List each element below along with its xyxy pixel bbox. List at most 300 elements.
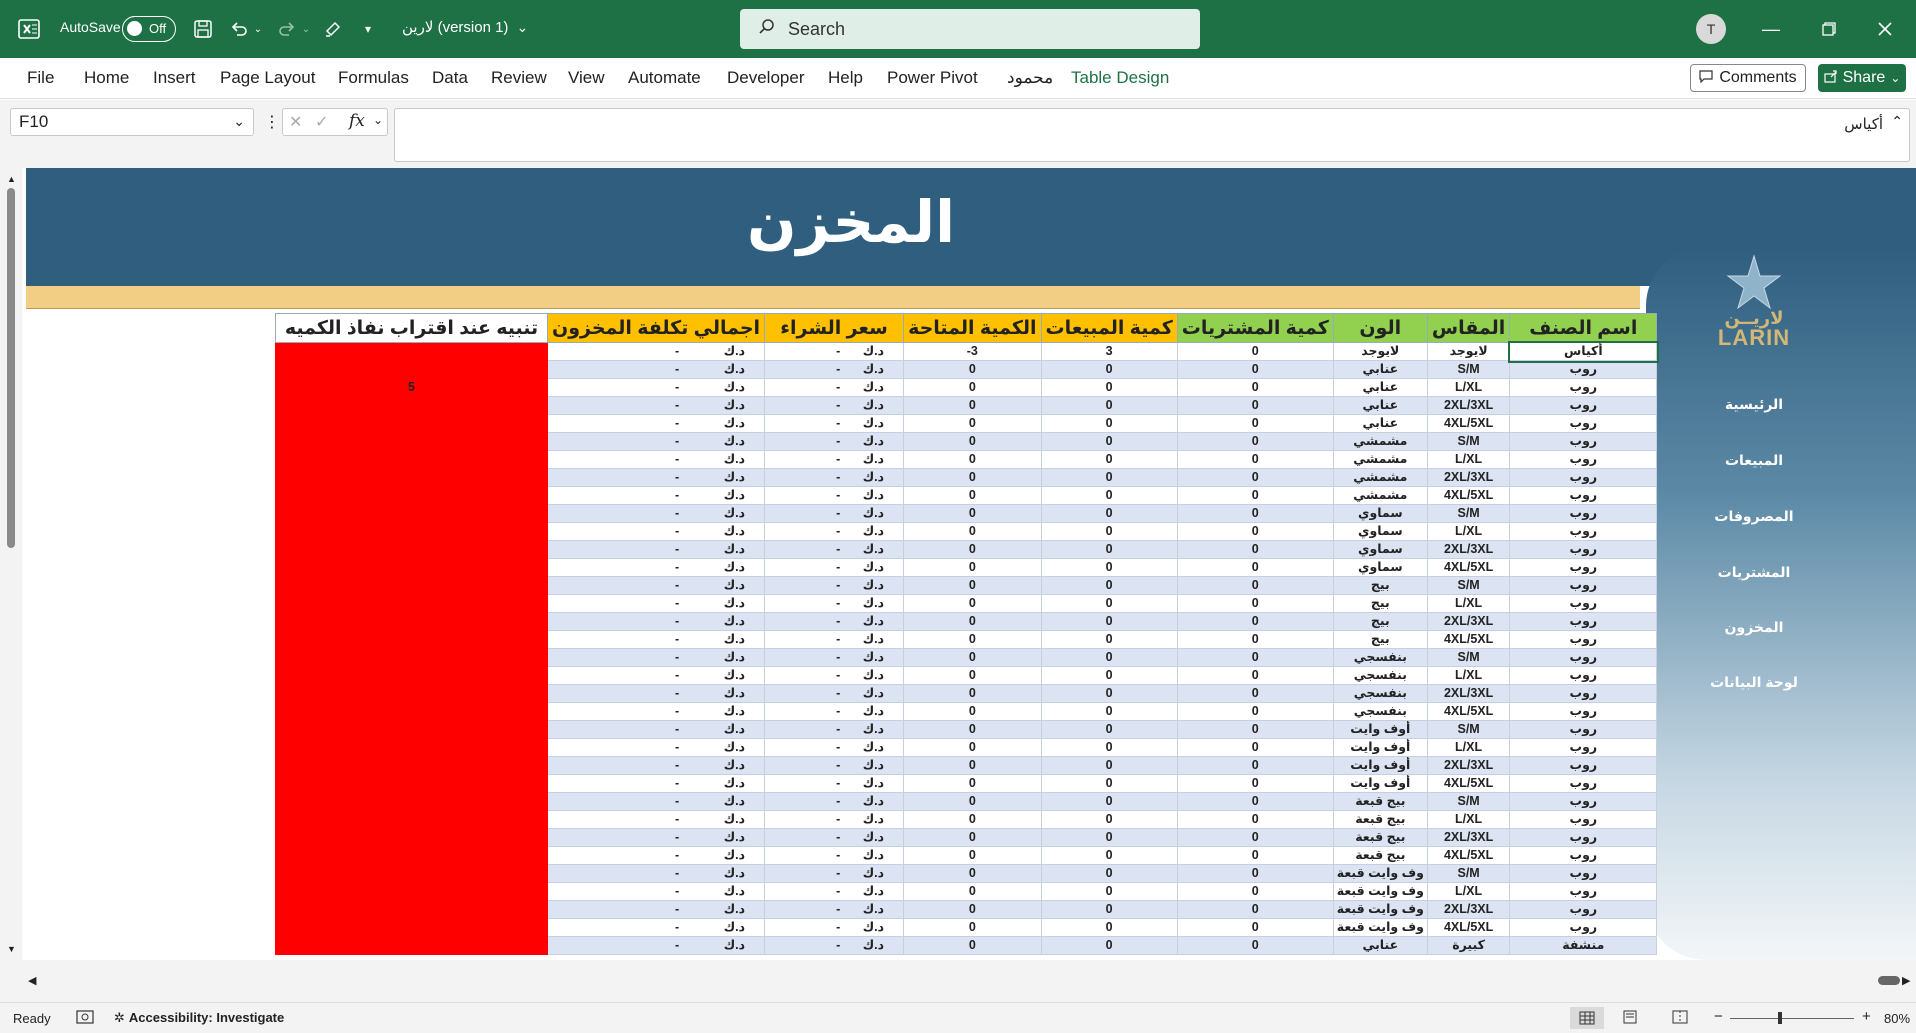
item-name-cell[interactable]: روب: [1510, 919, 1657, 937]
total-cost-cell[interactable]: [548, 361, 765, 379]
size-cell[interactable]: 4XL/5XL: [1427, 631, 1509, 649]
sales-qty-cell[interactable]: 0: [1041, 379, 1177, 397]
nav-dashboard[interactable]: لوحة البيانات: [1710, 674, 1798, 690]
total-cost-cell[interactable]: [548, 487, 765, 505]
available-qty-cell[interactable]: 0: [904, 793, 1041, 811]
redo-icon[interactable]: [274, 16, 300, 42]
header-total-cost[interactable]: اجمالي تكلفة المخزون: [548, 314, 765, 343]
total-cost-cell[interactable]: [548, 937, 765, 955]
color-cell[interactable]: بيج: [1333, 613, 1427, 631]
purchase-price-cell[interactable]: [765, 919, 904, 937]
normal-view-icon[interactable]: [1570, 1007, 1604, 1029]
purchase-price-cell[interactable]: [765, 595, 904, 613]
alert-cell[interactable]: [276, 415, 548, 433]
zoom-in-icon[interactable]: +: [1862, 1008, 1871, 1025]
purchase-qty-cell[interactable]: 0: [1177, 451, 1333, 469]
available-qty-cell[interactable]: 0: [904, 703, 1041, 721]
tab-table-design[interactable]: Table Design: [1071, 68, 1170, 87]
purchase-qty-cell[interactable]: 0: [1177, 487, 1333, 505]
alert-cell[interactable]: [276, 469, 548, 487]
total-cost-cell[interactable]: [548, 451, 765, 469]
comments-button[interactable]: [1690, 64, 1806, 92]
nav-expenses[interactable]: المصروفات: [1714, 508, 1794, 524]
purchase-qty-cell[interactable]: 0: [1177, 577, 1333, 595]
alert-cell[interactable]: [276, 451, 548, 469]
purchase-price-cell[interactable]: [765, 829, 904, 847]
sales-qty-cell[interactable]: 0: [1041, 775, 1177, 793]
sales-qty-cell[interactable]: 0: [1041, 811, 1177, 829]
total-cost-cell[interactable]: [548, 667, 765, 685]
purchase-price-cell[interactable]: [765, 361, 904, 379]
available-qty-cell[interactable]: 0: [904, 595, 1041, 613]
color-cell[interactable]: أوف وايت: [1333, 721, 1427, 739]
tab-page-layout[interactable]: Page Layout: [220, 68, 316, 87]
total-cost-cell[interactable]: [548, 811, 765, 829]
nav-inventory[interactable]: المخزون: [1724, 619, 1784, 635]
color-cell[interactable]: بيج قبعة: [1333, 847, 1427, 865]
item-name-cell[interactable]: روب: [1510, 487, 1657, 505]
size-cell[interactable]: 4XL/5XL: [1427, 487, 1509, 505]
purchase-qty-cell[interactable]: 0: [1177, 541, 1333, 559]
purchase-qty-cell[interactable]: 0: [1177, 523, 1333, 541]
size-cell[interactable]: 4XL/5XL: [1427, 775, 1509, 793]
color-cell[interactable]: مشمشي: [1333, 469, 1427, 487]
item-name-cell[interactable]: روب: [1510, 361, 1657, 379]
purchase-qty-cell[interactable]: 0: [1177, 901, 1333, 919]
available-qty-cell[interactable]: 0: [904, 757, 1041, 775]
item-name-cell[interactable]: روب: [1510, 559, 1657, 577]
size-cell[interactable]: S/M: [1427, 793, 1509, 811]
purchase-qty-cell[interactable]: 0: [1177, 883, 1333, 901]
item-name-cell[interactable]: روب: [1510, 415, 1657, 433]
total-cost-cell[interactable]: [548, 505, 765, 523]
sales-qty-cell[interactable]: 0: [1041, 883, 1177, 901]
item-name-cell[interactable]: روب: [1510, 703, 1657, 721]
size-cell[interactable]: 2XL/3XL: [1427, 397, 1509, 415]
color-cell[interactable]: بيج قبعة: [1333, 829, 1427, 847]
total-cost-cell[interactable]: [548, 847, 765, 865]
item-name-cell[interactable]: روب: [1510, 397, 1657, 415]
scroll-down-icon[interactable]: ▼: [7, 944, 16, 954]
item-name-cell[interactable]: روب: [1510, 505, 1657, 523]
total-cost-cell[interactable]: [548, 523, 765, 541]
tab-power-pivot[interactable]: Power Pivot: [887, 68, 978, 87]
sales-qty-cell[interactable]: 0: [1041, 577, 1177, 595]
purchase-qty-cell[interactable]: 0: [1177, 505, 1333, 523]
alert-cell[interactable]: [276, 919, 548, 937]
color-cell[interactable]: بيج: [1333, 577, 1427, 595]
purchase-qty-cell[interactable]: 0: [1177, 361, 1333, 379]
format-painter-icon[interactable]: [320, 16, 346, 42]
size-cell[interactable]: S/M: [1427, 361, 1509, 379]
total-cost-cell[interactable]: [548, 343, 765, 361]
size-cell[interactable]: S/M: [1427, 577, 1509, 595]
total-cost-cell[interactable]: [548, 415, 765, 433]
purchase-qty-cell[interactable]: 0: [1177, 865, 1333, 883]
color-cell[interactable]: وف وايت قبعة: [1333, 883, 1427, 901]
alert-cell[interactable]: [276, 343, 548, 361]
search-box[interactable]: [740, 9, 1200, 49]
available-qty-cell[interactable]: -3: [904, 343, 1041, 361]
purchase-price-cell[interactable]: [765, 379, 904, 397]
color-cell[interactable]: أوف وايت: [1333, 757, 1427, 775]
alert-cell[interactable]: [276, 883, 548, 901]
available-qty-cell[interactable]: 0: [904, 739, 1041, 757]
item-name-cell[interactable]: روب: [1510, 595, 1657, 613]
enter-icon[interactable]: ✓: [315, 114, 329, 131]
size-cell[interactable]: S/M: [1427, 865, 1509, 883]
formula-input[interactable]: [394, 108, 1910, 162]
sales-qty-cell[interactable]: 0: [1041, 667, 1177, 685]
color-cell[interactable]: بنفسجي: [1333, 667, 1427, 685]
accessibility-status[interactable]: [114, 1010, 284, 1026]
item-name-cell[interactable]: روب: [1510, 829, 1657, 847]
size-cell[interactable]: 4XL/5XL: [1427, 415, 1509, 433]
item-name-cell[interactable]: روب: [1510, 541, 1657, 559]
name-box[interactable]: [10, 108, 254, 136]
excel-logo-icon[interactable]: [16, 16, 42, 42]
color-cell[interactable]: سماوي: [1333, 541, 1427, 559]
zoom-slider-thumb[interactable]: [1778, 1012, 1782, 1024]
alert-cell[interactable]: [276, 757, 548, 775]
color-cell[interactable]: بنفسجي: [1333, 685, 1427, 703]
sales-qty-cell[interactable]: 3: [1041, 343, 1177, 361]
sales-qty-cell[interactable]: 0: [1041, 829, 1177, 847]
undo-dropdown-icon[interactable]: ⌄: [253, 23, 263, 35]
purchase-qty-cell[interactable]: 0: [1177, 631, 1333, 649]
alert-cell[interactable]: [276, 523, 548, 541]
total-cost-cell[interactable]: [548, 739, 765, 757]
item-name-cell[interactable]: روب: [1510, 901, 1657, 919]
alert-cell[interactable]: [276, 937, 548, 955]
purchase-qty-cell[interactable]: 0: [1177, 415, 1333, 433]
document-title[interactable]: [402, 18, 528, 36]
purchase-price-cell[interactable]: [765, 721, 904, 739]
color-cell[interactable]: مشمشي: [1333, 433, 1427, 451]
purchase-price-cell[interactable]: [765, 937, 904, 955]
total-cost-cell[interactable]: [548, 559, 765, 577]
formula-expand-icon[interactable]: ⌃: [1891, 113, 1903, 129]
purchase-price-cell[interactable]: [765, 649, 904, 667]
redo-dropdown-icon[interactable]: ⌄: [301, 23, 311, 35]
size-cell[interactable]: L/XL: [1427, 811, 1509, 829]
color-cell[interactable]: سماوي: [1333, 523, 1427, 541]
more-icon[interactable]: ⋮: [264, 114, 280, 131]
sales-qty-cell[interactable]: 0: [1041, 703, 1177, 721]
alert-cell[interactable]: [276, 505, 548, 523]
alert-cell[interactable]: [276, 829, 548, 847]
page-break-view-icon[interactable]: [1672, 1010, 1688, 1027]
scroll-thumb[interactable]: [7, 188, 15, 548]
available-qty-cell[interactable]: 0: [904, 847, 1041, 865]
header-sales-qty[interactable]: كمية المبيعات: [1041, 314, 1177, 343]
total-cost-cell[interactable]: [548, 631, 765, 649]
size-cell[interactable]: 2XL/3XL: [1427, 757, 1509, 775]
color-cell[interactable]: عنابي: [1333, 415, 1427, 433]
purchase-qty-cell[interactable]: 0: [1177, 919, 1333, 937]
tab-help[interactable]: Help: [828, 68, 863, 87]
sales-qty-cell[interactable]: 0: [1041, 721, 1177, 739]
purchase-qty-cell[interactable]: 0: [1177, 469, 1333, 487]
size-cell[interactable]: S/M: [1427, 505, 1509, 523]
available-qty-cell[interactable]: 0: [904, 631, 1041, 649]
purchase-price-cell[interactable]: [765, 757, 904, 775]
available-qty-cell[interactable]: 0: [904, 577, 1041, 595]
size-cell[interactable]: L/XL: [1427, 739, 1509, 757]
item-name-cell[interactable]: روب: [1510, 739, 1657, 757]
sales-qty-cell[interactable]: 0: [1041, 793, 1177, 811]
scroll-right-icon[interactable]: ▶: [1902, 975, 1911, 987]
macro-record-icon[interactable]: [76, 1009, 94, 1028]
purchase-price-cell[interactable]: [765, 541, 904, 559]
total-cost-cell[interactable]: [548, 433, 765, 451]
color-cell[interactable]: لايوجد: [1333, 343, 1427, 361]
color-cell[interactable]: وف وايت قبعة: [1333, 901, 1427, 919]
available-qty-cell[interactable]: 0: [904, 937, 1041, 955]
size-cell[interactable]: L/XL: [1427, 595, 1509, 613]
tab-automate[interactable]: Automate: [628, 68, 701, 87]
purchase-qty-cell[interactable]: 0: [1177, 595, 1333, 613]
save-icon[interactable]: [190, 16, 216, 42]
purchase-price-cell[interactable]: [765, 487, 904, 505]
color-cell[interactable]: مشمشي: [1333, 487, 1427, 505]
alert-cell[interactable]: [276, 559, 548, 577]
sales-qty-cell[interactable]: 0: [1041, 613, 1177, 631]
item-name-cell[interactable]: أكياس: [1510, 343, 1657, 361]
total-cost-cell[interactable]: [548, 577, 765, 595]
sales-qty-cell[interactable]: 0: [1041, 847, 1177, 865]
available-qty-cell[interactable]: 0: [904, 523, 1041, 541]
header-purchase-price[interactable]: سعر الشراء: [765, 314, 904, 343]
size-cell[interactable]: L/XL: [1427, 379, 1509, 397]
purchase-price-cell[interactable]: [765, 523, 904, 541]
size-cell[interactable]: 2XL/3XL: [1427, 541, 1509, 559]
restore-icon[interactable]: [1814, 16, 1844, 42]
available-qty-cell[interactable]: 0: [904, 433, 1041, 451]
purchase-qty-cell[interactable]: 0: [1177, 775, 1333, 793]
alert-cell[interactable]: [276, 631, 548, 649]
total-cost-cell[interactable]: [548, 541, 765, 559]
size-cell[interactable]: كبيرة: [1427, 937, 1509, 955]
item-name-cell[interactable]: روب: [1510, 883, 1657, 901]
size-cell[interactable]: 2XL/3XL: [1427, 901, 1509, 919]
purchase-qty-cell[interactable]: 0: [1177, 379, 1333, 397]
item-name-cell[interactable]: روب: [1510, 865, 1657, 883]
available-qty-cell[interactable]: 0: [904, 667, 1041, 685]
alert-cell[interactable]: [276, 613, 548, 631]
sales-qty-cell[interactable]: 0: [1041, 433, 1177, 451]
color-cell[interactable]: وف وايت قبعة: [1333, 919, 1427, 937]
item-name-cell[interactable]: روب: [1510, 667, 1657, 685]
alert-cell[interactable]: [276, 361, 548, 379]
purchase-price-cell[interactable]: [765, 577, 904, 595]
purchase-price-cell[interactable]: [765, 667, 904, 685]
nav-sales[interactable]: المبيعات: [1724, 452, 1784, 468]
purchase-price-cell[interactable]: [765, 613, 904, 631]
item-name-cell[interactable]: روب: [1510, 469, 1657, 487]
nav-purchases[interactable]: المشتريات: [1717, 564, 1791, 580]
purchase-qty-cell[interactable]: 0: [1177, 847, 1333, 865]
available-qty-cell[interactable]: 0: [904, 811, 1041, 829]
purchase-qty-cell[interactable]: 0: [1177, 667, 1333, 685]
color-cell[interactable]: بيج قبعة: [1333, 811, 1427, 829]
tab-file[interactable]: File: [27, 68, 55, 87]
available-qty-cell[interactable]: 0: [904, 919, 1041, 937]
available-qty-cell[interactable]: 0: [904, 721, 1041, 739]
total-cost-cell[interactable]: [548, 865, 765, 883]
size-cell[interactable]: 4XL/5XL: [1427, 559, 1509, 577]
purchase-qty-cell[interactable]: 0: [1177, 739, 1333, 757]
total-cost-cell[interactable]: [548, 775, 765, 793]
alert-cell[interactable]: [276, 703, 548, 721]
color-cell[interactable]: بيج قبعة: [1333, 793, 1427, 811]
total-cost-cell[interactable]: [548, 379, 765, 397]
purchase-price-cell[interactable]: [765, 793, 904, 811]
color-cell[interactable]: مشمشي: [1333, 451, 1427, 469]
available-qty-cell[interactable]: 0: [904, 415, 1041, 433]
sales-qty-cell[interactable]: 0: [1041, 505, 1177, 523]
sales-qty-cell[interactable]: 0: [1041, 919, 1177, 937]
total-cost-cell[interactable]: [548, 613, 765, 631]
purchase-qty-cell[interactable]: 0: [1177, 649, 1333, 667]
purchase-price-cell[interactable]: [765, 703, 904, 721]
color-cell[interactable]: بنفسجي: [1333, 649, 1427, 667]
total-cost-cell[interactable]: [548, 901, 765, 919]
color-cell[interactable]: وف وايت قبعة: [1333, 865, 1427, 883]
purchase-qty-cell[interactable]: 0: [1177, 703, 1333, 721]
purchase-qty-cell[interactable]: 0: [1177, 757, 1333, 775]
color-cell[interactable]: سماوي: [1333, 505, 1427, 523]
tab-home[interactable]: Home: [84, 68, 130, 87]
color-cell[interactable]: بيج: [1333, 595, 1427, 613]
purchase-price-cell[interactable]: [765, 883, 904, 901]
alert-cell[interactable]: [276, 487, 548, 505]
available-qty-cell[interactable]: 0: [904, 487, 1041, 505]
sales-qty-cell[interactable]: 0: [1041, 739, 1177, 757]
sales-qty-cell[interactable]: 0: [1041, 487, 1177, 505]
cancel-icon[interactable]: ✕: [289, 114, 303, 131]
size-cell[interactable]: S/M: [1427, 721, 1509, 739]
size-cell[interactable]: S/M: [1427, 433, 1509, 451]
item-name-cell[interactable]: روب: [1510, 631, 1657, 649]
alert-cell[interactable]: [276, 721, 548, 739]
available-qty-cell[interactable]: 0: [904, 361, 1041, 379]
alert-cell[interactable]: [276, 433, 548, 451]
size-cell[interactable]: S/M: [1427, 649, 1509, 667]
alert-cell[interactable]: [276, 793, 548, 811]
tab-custom[interactable]: محمود: [1007, 68, 1054, 87]
total-cost-cell[interactable]: [548, 757, 765, 775]
purchase-qty-cell[interactable]: 0: [1177, 613, 1333, 631]
purchase-qty-cell[interactable]: 0: [1177, 559, 1333, 577]
alert-cell[interactable]: [276, 739, 548, 757]
available-qty-cell[interactable]: 0: [904, 505, 1041, 523]
customize-qat-icon[interactable]: ▾: [364, 22, 372, 36]
undo-icon[interactable]: [226, 16, 252, 42]
autosave-toggle[interactable]: [122, 16, 176, 42]
close-icon[interactable]: [1870, 16, 1900, 42]
zoom-slider[interactable]: [1730, 1018, 1854, 1019]
item-name-cell[interactable]: روب: [1510, 577, 1657, 595]
alert-cell[interactable]: [276, 901, 548, 919]
size-cell[interactable]: L/XL: [1427, 523, 1509, 541]
purchase-price-cell[interactable]: [765, 739, 904, 757]
sales-qty-cell[interactable]: 0: [1041, 757, 1177, 775]
purchase-price-cell[interactable]: [765, 559, 904, 577]
sales-qty-cell[interactable]: 0: [1041, 541, 1177, 559]
purchase-qty-cell[interactable]: 0: [1177, 811, 1333, 829]
tab-review[interactable]: Review: [491, 68, 547, 87]
sales-qty-cell[interactable]: 0: [1041, 595, 1177, 613]
header-alert[interactable]: تنبيه عند اقتراب نفاذ الكميه: [276, 314, 548, 343]
available-qty-cell[interactable]: 0: [904, 379, 1041, 397]
item-name-cell[interactable]: روب: [1510, 685, 1657, 703]
purchase-price-cell[interactable]: [765, 433, 904, 451]
purchase-price-cell[interactable]: [765, 415, 904, 433]
sales-qty-cell[interactable]: 0: [1041, 937, 1177, 955]
item-name-cell[interactable]: روب: [1510, 847, 1657, 865]
available-qty-cell[interactable]: 0: [904, 901, 1041, 919]
available-qty-cell[interactable]: 0: [904, 775, 1041, 793]
size-cell[interactable]: 4XL/5XL: [1427, 703, 1509, 721]
color-cell[interactable]: عنابي: [1333, 379, 1427, 397]
purchase-qty-cell[interactable]: 0: [1177, 829, 1333, 847]
alert-cell[interactable]: 5: [276, 379, 548, 397]
color-cell[interactable]: عنابي: [1333, 397, 1427, 415]
alert-cell[interactable]: [276, 595, 548, 613]
zoom-level[interactable]: 80%: [1884, 1011, 1911, 1026]
purchase-qty-cell[interactable]: 0: [1177, 343, 1333, 361]
purchase-price-cell[interactable]: [765, 847, 904, 865]
color-cell[interactable]: أوف وايت: [1333, 775, 1427, 793]
color-cell[interactable]: أوف وايت: [1333, 739, 1427, 757]
total-cost-cell[interactable]: [548, 397, 765, 415]
alert-cell[interactable]: [276, 577, 548, 595]
available-qty-cell[interactable]: 0: [904, 883, 1041, 901]
tab-data[interactable]: Data: [432, 68, 468, 87]
purchase-price-cell[interactable]: [765, 397, 904, 415]
item-name-cell[interactable]: منشفة: [1510, 937, 1657, 955]
total-cost-cell[interactable]: [548, 649, 765, 667]
total-cost-cell[interactable]: [548, 793, 765, 811]
sales-qty-cell[interactable]: 0: [1041, 397, 1177, 415]
item-name-cell[interactable]: روب: [1510, 379, 1657, 397]
size-cell[interactable]: 2XL/3XL: [1427, 829, 1509, 847]
zoom-out-icon[interactable]: −: [1714, 1008, 1723, 1025]
total-cost-cell[interactable]: [548, 469, 765, 487]
purchase-price-cell[interactable]: [765, 469, 904, 487]
tab-developer[interactable]: Developer: [727, 68, 805, 87]
available-qty-cell[interactable]: 0: [904, 451, 1041, 469]
sales-qty-cell[interactable]: 0: [1041, 361, 1177, 379]
purchase-price-cell[interactable]: [765, 775, 904, 793]
header-item-name[interactable]: اسم الصنف: [1510, 314, 1657, 343]
header-purchase-qty[interactable]: كمية المشتريات: [1177, 314, 1333, 343]
purchase-price-cell[interactable]: [765, 631, 904, 649]
alert-cell[interactable]: [276, 811, 548, 829]
purchase-qty-cell[interactable]: 0: [1177, 721, 1333, 739]
purchase-price-cell[interactable]: [765, 451, 904, 469]
sales-qty-cell[interactable]: 0: [1041, 685, 1177, 703]
size-cell[interactable]: لايوجد: [1427, 343, 1509, 361]
tab-view[interactable]: View: [568, 68, 605, 87]
sales-qty-cell[interactable]: 0: [1041, 523, 1177, 541]
horizontal-scroll-thumb[interactable]: [1878, 976, 1900, 985]
user-avatar[interactable]: [1696, 14, 1726, 44]
sales-qty-cell[interactable]: 0: [1041, 469, 1177, 487]
purchase-qty-cell[interactable]: 0: [1177, 685, 1333, 703]
item-name-cell[interactable]: روب: [1510, 757, 1657, 775]
